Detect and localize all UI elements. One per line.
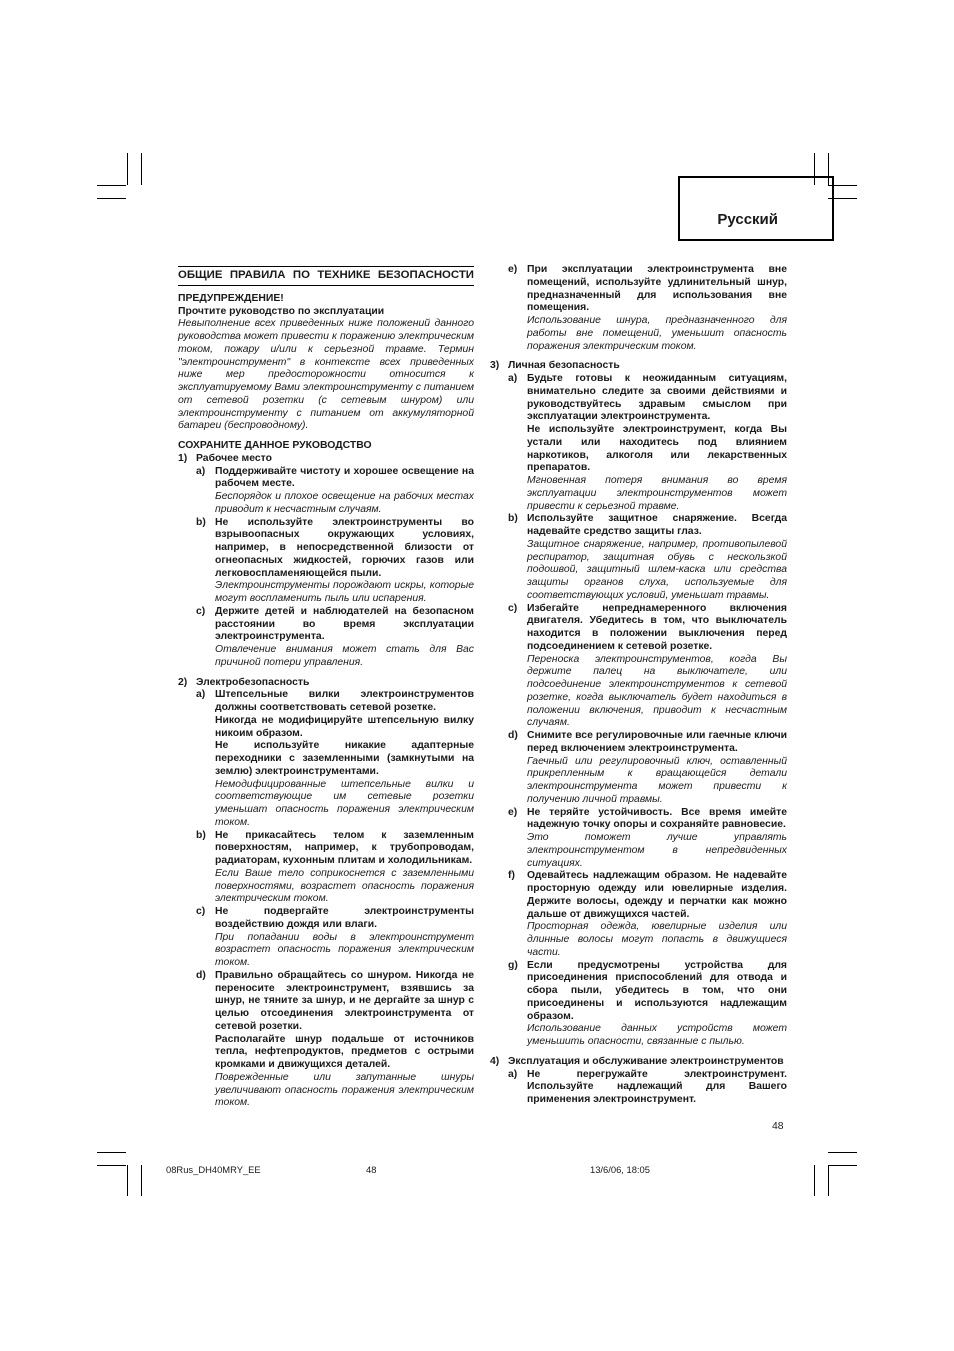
main-title: ОБЩИЕ ПРАВИЛА ПО ТЕХНИКЕ БЕЗОПАСНОСТИ xyxy=(178,269,474,281)
crop-mark xyxy=(97,1152,126,1153)
list-item: g) Если предусмотрены устройства для присоединения приспособлений для отвода и сбора пыли, убедитесь в том, что они присоединены и используются надлежащим образом. Использование данных устройств может уменьшить опасности, связанные с пылью. xyxy=(508,959,787,1047)
list-item: b) Не прикасайтесь телом к заземленным поверхностям, например, к трубопроводам, радиаторам, кухонным плитам и холодильникам. Если Ваше тело соприкоснется с заземленными поверхностями, возрастет опасность поражения электрическим током. xyxy=(196,829,474,905)
list-item: e) Не теряйте устойчивость. Все время имейте надежную точку опоры и сохраняйте равновесие. Это поможет лучше управлять электроинструментом в непредвиденных ситуациях. xyxy=(508,806,787,869)
list-item: c) Не подвергайте электроинструменты воздействию дождя или влаги. При попадании воды в электроинструмент возрастет опасность поражения электрическим током. xyxy=(196,906,474,968)
list-item: f) Одевайтесь надлежащим образом. Не надевайте просторную одежду или ювелирные изделия. Держите волосы, одежду и перчатки как можно дальше от движущихся частей. Просторная одежда, ювелирные изделия или длинные волосы могут попасть в движущиеся части. xyxy=(508,870,787,958)
crop-mark xyxy=(127,153,128,185)
warning-text: Невыполнение всех приведенных ниже положений данного руководства может привести к поражению электрическим током, пожару и/или к серьезной травме. Термин "электроинструмент" в контексте всех приведенных ниже мер предосторожности относится к эксплуатируемому Вами электроинструменту с питанием от сетевой розетки (с сетевым шнуром) или электроинструменту с питанием от аккумуляторной батареи (беспроводному). xyxy=(178,318,474,432)
right-column xyxy=(490,264,787,1107)
crop-mark xyxy=(828,1165,857,1166)
crop-mark xyxy=(97,185,126,186)
section-number: 4) xyxy=(490,1055,500,1067)
crop-mark xyxy=(127,1165,128,1196)
list-item: a) Будьте готовы к неожиданным ситуациям, внимательно следите за своими действиями и руководствуйтесь здравым смыслом при эксплуатации электроинструмента. Не используйте электроинструмент, когда Вы устали или находитесь под влиянием наркотиков, алкоголя или лекарственных препаратов. Мгновенная потеря внимания во время эксплуатации электроинструментов может привести к серьезной травме. xyxy=(508,373,787,512)
page-number: 48 xyxy=(772,1121,784,1132)
list-item: a) Поддерживайте чистоту и хорошее освещение на рабочем месте. Беспорядок и плохое освещение на рабочих местах приводит к несчастным случаям. xyxy=(196,465,474,515)
crop-mark xyxy=(141,153,142,185)
section-2-title: 2) Электробезопасность xyxy=(178,676,310,688)
section-4-title: 4) Эксплуатация и обслуживание электроинструментов xyxy=(490,1055,784,1067)
warning-subheading: Прочтите руководство по эксплуатации xyxy=(178,305,385,317)
section-3-title: 3) Личная безопасность xyxy=(490,360,620,372)
footer-date: 13/6/06, 18:05 xyxy=(590,1164,650,1175)
crop-mark xyxy=(97,1165,126,1166)
footer-page: 48 xyxy=(366,1164,377,1175)
section-number: 2) xyxy=(178,676,188,688)
list-item: a) Не перегружайте электроинструмент. Используйте надлежащий для Вашего применения электроинструмент. xyxy=(508,1068,787,1105)
left-column xyxy=(178,266,474,1110)
crop-mark xyxy=(814,1165,815,1196)
language-tab xyxy=(678,176,834,241)
list-item: b) Не используйте электроинструменты во взрывоопасных окружающих условиях, например, в непосредственной близости от огнеопасных жидкостей, горючих газов или легковоспламеняющейся пыли. Электроинструменты порождают искры, которые могут воспламенить пыль или испарения. xyxy=(196,516,474,604)
crop-mark xyxy=(828,1165,829,1196)
list-item: b) Используйте защитное снаряжение. Всегда надевайте средство защиты глаз. Защитное снаряжение, например, противопылевой респиратор, защитная обувь с нескользкой подошвой, защитный шлем-каска или средства защиты органов слуха, используемые для соответствующих условий, уменьшат травмы. xyxy=(508,513,787,601)
list-item: a) Штепсельные вилки электроинструментов должны соответствовать сетевой розетке. Никогда не модифицируйте штепсельную вилку никоим образом. Не используйте никакие адаптерные переходники с заземленными (замкнутыми на землю) электроинструментами. Немодифицированные штепсельные вилки и соответствующие им сетевые розетки уменьшат опасность поражения электрическим током. xyxy=(196,689,474,828)
list-item: d) Снимите все регулировочные или гаечные ключи перед включением электроинструмента. Гаечный или регулировочный ключ, оставленный прикрепленным к вращающейся детали электроинструмента может привести к получению личной травмы. xyxy=(508,730,787,805)
crop-mark xyxy=(97,198,126,199)
list-item: d) Правильно обращайтесь со шнуром. Никогда не переносите электроинструмент, взявшись за шнур, не тяните за шнур, и не дергайте за шнур с целью отсоединения электроинструмента от сетевой розетки. Располагайте шнур подальше от источников тепла, нефтепродуктов, предметов с острыми кромками и движущихся деталей. Поврежденные или запутанные шнуры увеличивают опасность поражения электрическим током. xyxy=(196,969,474,1109)
section-number: 1) xyxy=(178,452,188,464)
section-number: 3) xyxy=(490,360,500,372)
crop-mark xyxy=(141,1165,142,1196)
list-item: e) При эксплуатации электроинструмента вне помещений, используйте удлинительный шнур, предназначенный для использования вне помещения. Использование шнура, предназначенного для работы вне помещений, уменьшит опасность поражения электрическим током. xyxy=(508,264,787,352)
list-item: c) Держите детей и наблюдателей на безопасном расстоянии во время эксплуатации электроинструмента. Отвлечение внимания может стать для Вас причиной потери управления. xyxy=(196,605,474,668)
save-heading: СОХРАНИТЕ ДАННОЕ РУКОВОДСТВО xyxy=(178,440,372,451)
language-label: Русский xyxy=(717,211,778,228)
section-1-title: 1) Рабочее место xyxy=(178,452,272,464)
crop-mark xyxy=(828,1152,857,1153)
footer-file: 08Rus_DH40MRY_EE xyxy=(166,1164,261,1175)
list-item: c) Избегайте непреднамеренного включения двигателя. Убедитесь в том, что выключатель находится в положении выключения перед подсоединением к сетевой розетке. Переноска электроинструментов, когда Вы держите палец на выключателе, или подсоединение электроинструментов к сетевой розетке, когда выключатель будет находиться в положении включения, приводит к несчастным случаям. xyxy=(508,602,787,729)
warning-heading: ПРЕДУПРЕЖДЕНИЕ! xyxy=(178,292,284,304)
